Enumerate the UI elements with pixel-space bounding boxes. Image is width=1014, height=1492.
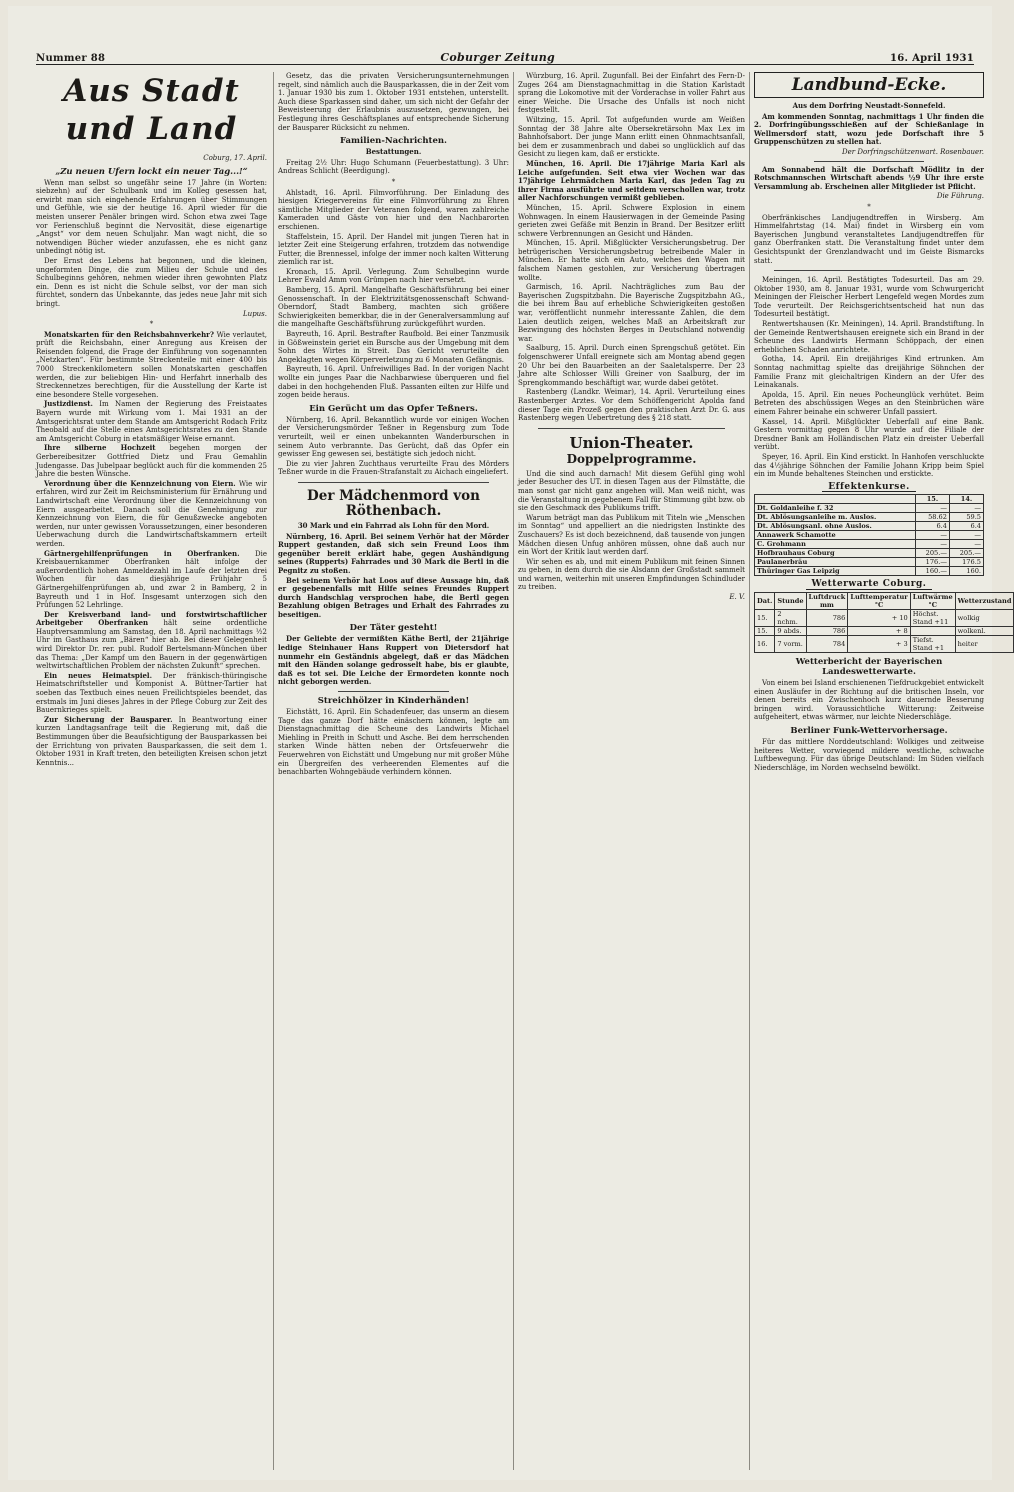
table-header (755, 495, 916, 504)
table-row: Paulanerbräu 176.— 176.5 (755, 558, 984, 567)
wetter-table: Dat. Stunde Luftdruck mm Lufttemperatur °C Luftwärme °C Wetterzustand 15. 2 nchm. 786 + 10 Höchst. Stand +11 wolkig 15. 9 abds. 786 + 8 wolkenl. 16. 7 vorm. 784 + 3 Tiefst. Stand +1 heiter (754, 592, 1014, 653)
article-heading: Der Kreisverband land- und forstwirtschaftlicher Arbeitgeber Oberfranken (36, 609, 267, 628)
article-heading: Ein Gerücht um das Opfer Teßners. (309, 403, 478, 414)
article-paragraph: München, 16. April. Die 17jährige Maria Karl als Leiche aufgefunden. Seit etwa vier Wochen war das 17jährige Lehrmädchen Maria Karl, das jeden Tag zu ihrer Firma ausführte und seitdem verschollen war, trotz aller Nachforschungen vermißt geblieben. (518, 158, 745, 203)
effekten-table (754, 494, 984, 576)
article-paragraph: Bayreuth, 16. April. Unfreiwilliges Bad. In der vorigen Nacht wollte ein junges Paar die Nachbarwiese überqueren und fiel dabei in den hochgehenden Fluß. Passanten eilten zur Hilfe und zogen beide heraus. (278, 365, 509, 400)
landbund-subtitle: Aus dem Dorfring Neustadt-Sonnefeld. (792, 101, 946, 110)
article-paragraph: Ahlstadt, 16. April. Filmvorführung. Der Einladung des hiesigen Kriegervereins für eine Filmvorführung zu Ehren sämtliche Mitglieder der Veteranen folgend, waren zahlreiche Kameraden und Gäste von hier und den Nachbarorten erschienen. (278, 188, 509, 231)
table-row: Annawerk Schamotte — — (755, 531, 984, 540)
article-paragraph: Gotha, 14. April. Ein dreijähriges Kind ertrunken. Am Sonntag nachmittag spielte das dreijährige Söhnchen der Familie Franz mit gleichaltrigen Kindern an der Ufer des Leinakanals. (754, 355, 984, 390)
table-row: 15. 9 abds. 786 + 8 wolkenl. (755, 626, 1014, 635)
article-heading: Ein neues Heimatspiel. (44, 670, 153, 680)
article-paragraph: Für das mittlere Norddeutschland: Wolkiges und zeitweise heiteres Wetter, vorwiegend mildere westliche, schwache Luftbewegung. Für das übrige Deutschland: Im Süden vielfach Niederschläge, im Norden wechselnd bewölkt. (754, 737, 984, 772)
article-heading: Zur Sicherung der Bausparer. (44, 714, 173, 724)
column-rule (513, 72, 514, 1470)
section-title: Aus Stadt und Land (63, 73, 240, 147)
article-heading: Berliner Funk-Wettervorhersage. (790, 725, 948, 736)
article-paragraph: Eichstätt, 16. April. Ein Schadenfeuer, das unserm an diesem Tage das ganze Dorf hätte einäschern können, legte am Dienstagnachmittag die Scheune des Landwirts Michael Miehling in Preith in Schutt und Asche. Bei dem herrschenden starken Winde hätten neben der Ortsfeuerwehr die Feuerwehren von Eichstätt und Umgebung nur mit großer Mühe ein Übergreifen des verheerenden Elementes auf die benachbarten Wohngebäude verhindern können. (278, 708, 509, 777)
wetter-title: Wetterwarte Coburg. (754, 580, 984, 590)
notice-signature: Der Dorfringschützenwart. Rosenbauer. (842, 147, 984, 156)
article-paragraph: Saalburg, 15. April. Durch einen Sprengschuß getötet. Ein folgenschwerer Unfall ereignete sich am Montag abend gegen 20 Uhr bei den Bauarbeiten an der Saaletalsperre. Der 23 Jahre alte Schlosser Willi Greiner von Saalburg, der im Sprengkommando beschäftigt war, wurde dabei getötet. (518, 344, 745, 387)
article-heading: Der Täter gesteht! (349, 623, 438, 634)
article-paragraph: Bayreuth, 16. April. Bestrafter Raufbold. Bei einer Tanzmusik in Gößweinstein geriet ein Bursche aus der Umgebung mit dem Sohn des Wirtes in Streit. Das Gericht verurteilte den Angeklagten wegen Körperverletzung zu 6 Monaten Gefängnis. (278, 330, 509, 364)
article-paragraph: Der Geliebte der vermißten Käthe Bertl, der 21jährige ledige Steinhauer Hans Ruppert von Dietersdorf hat nunmehr ein Geständnis abgelegt, daß er das Mädchen mit den Händen solange gedrosselt habe, bis er glaubte, daß es tot sei. Die Leiche der Ermordeten konnte noch nicht geborgen werden. (278, 634, 509, 687)
sub-heading: Bestattungen. (365, 147, 422, 157)
article-heading: Monatskarten für den Reichsbahnverkehr? (44, 329, 214, 339)
article-paragraph: Am kommenden Sonntag, nachmittags 1 Uhr finden die 2. Dorfringübungsschießen auf der Schießanlage in Wellmersdorf statt, wozu jede Dorfschaft ihre 5 Gruppenschützen zu stellen hat. (754, 111, 984, 147)
article-paragraph: Speyer, 16. April. Ein Kind erstickt. In Hanhofen verschluckte das 4½jährige Söhnchen der Familie Johann Kripp beim Spiel ein im Munde behaltenes Steinchen und erstickte. (754, 452, 984, 479)
article-text: Wie wir erfahren, wird zur Zeit im Reichsministerium für Ernährung und Landwirtschaft eine Verordnung über die Kennzeichnung von Eiern ausgearbeitet. Danach soll die Genehmigung zur Kennzeichnung von Eiern, die für Genußzwecke angeboten werden, nur unter gewissen Voraussetzungen, einer besonderen Ueberwachung durch die Landwirtschaftskammern erteilt werden. (36, 479, 267, 548)
article-paragraph: Und die sind auch darnach! Mit diesem Gefühl ging wohl jeder Besucher des UT. in diesen Tagen aus der Filmstätte, die man sonst gar nicht ganz angehen will. Man weiß nicht, was die Veranstaltung in gegebenem Fall für Stimmung gibt bzw. ob sie den Geschmack des Publikums trifft. (518, 469, 745, 513)
article-heading: Streichhölzer in Kinderhänden! (317, 696, 470, 707)
author-signature: Lupus. (243, 309, 267, 318)
column-rule (749, 72, 750, 1470)
article-paragraph: Kassel, 14. April. Mißglückter Ueberfall auf eine Bank. Gestern vormittag gegen 8 Uhr wurde auf die Filiale der Dresdner Bank am Holländischen Platz ein dreister Ueberfall verübt. (754, 417, 984, 452)
article-paragraph: Apolda, 15. April. Ein neues Pocheunglück verhütet. Beim Betreten des abschüssigen Weges an den Steinbrüchen wäre einem Fahrer beinahe ein schwerer Unfall passiert. (754, 390, 984, 416)
table-header: 14. (949, 495, 983, 504)
article-paragraph: Würzburg, 16. April. Zugunfall. Bei der Einfahrt des Fern-D-Zuges 264 am Dienstagnachmittag in die Station Karlstadt sprang die Lokomotive mit der Vorderachse in voller Fahrt aus einer Weiche. Die Ursache des Unfalls ist noch nicht festgestellt. (518, 72, 745, 115)
article-text: hält seine ordentliche Hauptversammlung am Samstag, den 18. April nachmittags ½2 Uhr im Gasthaus zum „Bären“ hier ab. Bei dieser Gelegenheit wird Direktor Dr. rer. publ. Rudolf Bertelsmann-München über das Thema: „Der Kampf um den Bauern in der gegenwärtigen weltwirtschaftlichen Problem der nächsten Zukunft“ sprechen. (36, 619, 267, 671)
issue-number: Nummer 88 (36, 53, 106, 64)
article-heading: Gärtnergehilfenprüfungen in Oberfranken. (44, 548, 240, 558)
table-row: Hofbrauhaus Coburg 205.— 205.— (755, 549, 984, 558)
newspaper-page (8, 6, 1012, 1480)
table-row: Dt. Goldanleihe f. 32 — — (755, 504, 984, 513)
article-paragraph: Freitag 2½ Uhr: Hugo Schumann (Feuerbestattung). 3 Uhr: Andreas Schlicht (Beerdigung). (278, 158, 509, 176)
article-paragraph: München, 15. April. Mißglückter Versicherungsbetrug. Der betrügerischen Versicherungsbetrug betreibende Maler in München. Er hatte sich ein Auto, welches den Wagen mit falschem Namen gestohlen, zur Versicherung übertragen wollte. (518, 239, 745, 282)
author-signature: E. V. (729, 593, 745, 602)
newspaper-name: Coburger Zeitung (440, 51, 555, 64)
section-divider (338, 691, 449, 692)
article-paragraph: Warum beträgt man das Publikum mit Titeln wie „Menschen im Sonntag“ und appelliert an die niedrigsten Instinkte des Zuschauers? Es ist doch bezeichnend, daß tausende von jungen Mädchen diesen Unfug anhören müssen, ohne daß auch nur ein Wort der Kritik laut werden darf. (518, 513, 745, 557)
review-headline: Union-Theater. (569, 433, 694, 452)
section-heading: Familien-Nachrichten. (339, 136, 448, 147)
article-heading: Justizdienst. (44, 399, 93, 409)
article-paragraph: Bamberg, 15. April. Mangelhafte Geschäftsführung bei einer Genossenschaft. In der Elektrizitätsgenossenschaft Schwand-Oberndorf, Stadt Bamberg, machten sich größere Schwierigkeiten bemerkbar, die in der Generalversammlung auf die mangelhafte Geschäftsführung zurückgeführt wurden. (278, 286, 509, 329)
effekten-title: Effektenkurse. (754, 483, 984, 493)
section-divider (814, 161, 924, 162)
article-text: Die Kreisbauernkammer Oberfranken hält infolge der außerordentlich hohen Anmeldezahl im Laufe der letzten drei Wochen für das diesjährige Frühjahr 5 Gärtnergehilfenprüfungen ab, und zwar 2 in Bamberg, 2 in Bayreuth und 1 in Hof. Insgesamt unterzogen sich den Prüfungen 52 Lehrlinge. (36, 549, 267, 610)
notice-signature: Die Führung. (936, 192, 984, 201)
column-3 (518, 72, 745, 1470)
table-row: Dt. Ablösungsanleihe m. Auslos. 58.62 59.5 (755, 513, 984, 522)
article-text: Wie verlautet, prüft die Reichsbahn, einer Anregung aus Kreisen der Reisenden folgend, die Frage der Einführung von sogenannten „Netzkarten“. Für bestimmte Streckenteile mit einer 400 bis 7000 Streckenkilometern sollen Monatskarten geschaffen werden, die zur beliebigen Hin- und Herfahrt innerhalb des Streckennetzes berechtigen, für die Ausstellung der Karte ist eine besondere Stelle vorgesehen. (36, 330, 267, 399)
article-paragraph: Rentwertshausen (Kr. Meiningen), 14. April. Brandstiftung. In der Gemeinde Rentwertshausen ereignete sich ein Brand in der Scheune des Landwirts Hermann Schöppach, der einen erheblichen Schaden anrichtete. (754, 320, 984, 354)
article-text: begehen morgen der Gerbereibesitzer Gottfried Dietz und Frau Gemahlin Judengasse. Das Jubelpaar beglückt auch für die kommenden 25 Jahre die besten Wünsche. (36, 444, 267, 479)
separator-asterisk: * (149, 320, 154, 329)
article-paragraph: Staffelstein, 15. April. Der Handel mit jungen Tieren hat in letzter Zeit eine Steigerung erfahren, trotzdem das notwendige Futter, die Brennessel, infolge der immer noch kalten Witterung ziemlich rar ist. (278, 232, 509, 267)
table-row: 16. 7 vorm. 784 + 3 Tiefst. Stand +1 heiter (755, 635, 1014, 652)
dateline: Coburg, 17. April. (203, 154, 267, 162)
issue-date: 16. April 1931 (889, 53, 974, 64)
review-subheadline: Doppelprogramme. (566, 451, 697, 466)
column-1 (36, 72, 267, 1470)
article-heading: Verordnung über die Kennzeichnung von Eiern. (44, 478, 236, 488)
article-headline: Der Mädchenmord von Röthenbach. (307, 487, 480, 519)
article-paragraph: Oberfränkisches Landjugendtreffen in Wirsberg. Am Himmelfahrtstag (14. Mai) findet in Wirsberg ein vom Bayerischen Jungbund veranstaltetes Landjugendtreffen für ganz Oberfranken statt. Die Veranstaltung findet unter dem Gesichtspunkt der Grenzlandwacht und im Geiste Bismarcks statt. (754, 213, 984, 265)
section-divider (298, 482, 489, 483)
article-paragraph: München, 15. April. Schwere Explosion in einem Wohnwagen. In einem Hausierwagen in der Gemeinde Pasing gerieten zwei Gefäße mit Benzin in Brand. Der Besitzer erlitt schwere Verbrennungen an Gesicht und Händen. (518, 203, 745, 238)
separator-asterisk: * (867, 202, 871, 211)
table-row: Thüringer Gas Leipzig 160.— 160. (755, 567, 984, 576)
article-paragraph: Nürnberg, 16. April. Bekanntlich wurde vor einigen Wochen der Versicherungsmörder Teßner in Regensburg zum Tode verurteilt, weil er einen unbekannten Wanderburschen in seinem Auto verbrannte. Das Gerücht, daß das Opfer ein gewisser Eng gewesen sei, bestätigte sich jedoch nicht. (278, 415, 509, 459)
article-paragraph: Der Ernst des Lebens hat begonnen, und die kleinen, ungeformten Dinge, die zum Milieu der Schule und des Schulbeginns gehören, nehmen wieder ihren gewohnten Platz ein. Denn es ist nicht die Schule selbst, vor der man sich fürchtet, sondern das Unbekannte, das jedes neue Jahr mit sich bringt. (36, 256, 267, 308)
section-divider (774, 270, 964, 271)
article-heading: Wetterbericht der Bayerischen Landeswetterwarte. (795, 656, 943, 677)
article-paragraph: Rastenberg (Landkr. Weimar), 14. April. Verurteilung eines Rastenberger Arztes. Vor dem Schöffengericht Apolda fand dieser Tage ein Prozeß gegen den praktischen Arzt Dr. G. aus Rastenberg wegen Uebertretung des § 218 statt. (518, 388, 745, 423)
separator-asterisk: * (391, 177, 396, 186)
article-paragraph: Gesetz, das die privaten Versicherungsunternehmungen regelt, sind nämlich auch die Bausparkassen, die in der Zeit vom 1. Januar 1930 bis zum 1. Oktober 1931 entstehen, unterstellt. Auch diese Sparkassen sind daher, um sich nicht der Gefahr der Beweisteerung der Erlaubnis auszusetzen, gezwungen, bei Festlegung ihres Geschäftsplanes auf entsprechende Sicherung der Bausparer Rücksicht zu nehmen. (278, 72, 509, 132)
article-paragraph: Bei seinem Verhör hat Loos auf diese Aussage hin, daß er gegebenenfalls mit Hilfe seines Freundes Ruppert durch Handschlag versprochen habe, die Bertl gegen Bezahlung obigen Betrages und Erhalt des Fahrrades zu beseitigen. (278, 575, 509, 619)
article-paragraph: Nürnberg, 16. April. Bei seinem Verhör hat der Mörder Ruppert gestanden, daß sich sein Freund Loos ihm gegenüber bereit erklärt habe, gegen Aushändigung seines (Rupperts) Fahrrades und 30 Mark die Bertl in die Pegnitz zu stoßen. (278, 531, 509, 575)
article-text: In Beantwortung einer kurzen Landtagsanfrage teilt die Regierung mit, daß die Bestimmungen über die Beaufsichtigung der Bausparkassen bei der Errichtung von privaten Bausparkassen, die seit dem 1. Oktober 1931 in Kraft treten, den beteiligten Kreisen schon jetzt Kenntnis... (36, 715, 267, 767)
article-paragraph: Am Sonnabend hält die Dorfschaft Mödlitz in der Rotschmannschen Wirtschaft abends ½9 Uhr ihre erste Versammlung ab. Erscheinen aller Mitglieder ist Pflicht. (754, 164, 984, 191)
article-paragraph: Die zu vier Jahren Zuchthaus verurteilte Frau des Mörders Teßner wurde in die Frauen-Strafanstalt zu Aichach eingeliefert. (278, 459, 509, 477)
article-paragraph: Garmisch, 16. April. Nachträgliches zum Bau der Bayerischen Zugspitzbahn. Die Bayerische Zugspitzbahn AG., die bei ihrem Bau auf erhebliche Schwierigkeiten gestoßen war, veröffentlicht nunmehr interessante Zahlen, die dem Laien deutlich zeigen, welches Maß an Arbeitskraft zur Bezwingung des höchsten Berges in Deutschland notwendig war. (518, 283, 745, 343)
table-row: C. Grohmann — — (755, 540, 984, 549)
article-paragraph: Wir sehen es ab, und mit einem Publikum mit feinen Sinnen zu geben, in dem durch die sie Alsdann der Großstadt sammelt und warnen, weiterhin mit unseren Empfindungen Schindluder zu treiben. (518, 557, 745, 592)
article-paragraph: Meiningen, 16. April. Bestätigtes Todesurteil. Das am 29. Oktober 1930, am 8. Januar 1931, wurde vom Schwurgericht Meiningen der Fleischer Herbert Lengefeld wegen Mordes zum Tode verurteilt. Der Reichsgerichtsentscheid hat nun das Todesurteil bestätigt. (754, 276, 984, 319)
table-row: Dt. Ablösungsanl. ohne Auslos. 6.4 6.4 (755, 522, 984, 531)
article-paragraph: Wiltzing, 15. April. Tot aufgefunden wurde am Weißen Sonntag der 38 Jahre alte Obersekretärsohn Max Lex im Bahnhofsabort. Der junge Mann erlitt einen Ohnmachtsanfall, bei dem er zusammenbrach und dabei so unglücklich auf das Gesicht zu liegen kam, daß er erstickte. (518, 115, 745, 159)
masthead (36, 46, 974, 65)
column-2 (278, 72, 509, 1470)
article-paragraph: Wenn man selbst so ungefähr seine 17 Jahre (in Worten: siebzehn) auf der Schulbank und im Kolleg gesessen hat, erwirbt man sich eingehende Erfahrungen über Stimmungen und Gefühle, wie sie der heutige 16. April wieder für die meisten unserer Penäler bringen wird. Schon etwa zwei Tage vor Ferienschluß beginnt die Nervosität, diese eigenartige „Angst“ vor dem neuen Schuljahr. Man wagt nicht, die so notwendigen Bücher wieder anzufassen, ehe es nicht ganz unbedingt nötig ist. (36, 178, 267, 256)
article-paragraph: Kronach, 15. April. Verlegung. Zum Schulbeginn wurde Lehrer Ewald Amm von Grümpen nach hier versetzt. (278, 267, 509, 285)
column-4 (754, 72, 1012, 1470)
article-text: Der fränkisch-thüringische Heimatschriftsteller und Komponist A. Büttner-Tartier hat soeben das Textbuch eines neuen Freilichtspieles beendet, das erstmals im Juni dieses Jahres in der Pflege Coburg zur Zeit des Bauernkrieges spielt. (36, 671, 267, 715)
article-paragraph: Von einem bei Island erschienenen Tiefdruckgebiet entwickelt einen Ausläufer in der Richtung auf die britischen Inseln, vor denen bereits ein Zwischenhoch kurz dauernde Besserung bringen wird. Voraussichtliche Witterung: Zeitweise aufgeheitert, etwas wärmer, nur leichte Niederschläge. (754, 678, 984, 722)
landbund-title: Landbund-Ecke. (754, 72, 984, 98)
table-header: 15. (915, 495, 949, 504)
article-text: Im Namen der Regierung des Freistaates Bayern wurde mit Wirkung vom 1. Mai 1931 an der Amtsgerichtsrat unter dem Stande am Amtsgericht Rodach Fritz Theobald auf die Stelle eines Amtsgerichtsrates zu den Stande am Amtsgericht Coburg in etatsmäßiger Weise ernannt. (36, 400, 267, 443)
table-row: 15. 2 nchm. 786 + 10 Höchst. Stand +11 wolkig (755, 609, 1014, 626)
article-heading: Ihre silberne Hochzeit (44, 443, 156, 453)
section-divider (538, 428, 725, 429)
column-rule (273, 72, 274, 1470)
headline: „Zu neuen Ufern lockt ein neuer Tag...!“ (55, 166, 248, 177)
article-subheadline: 30 Mark und ein Fahrrad als Lohn für den Mord. (297, 520, 490, 530)
